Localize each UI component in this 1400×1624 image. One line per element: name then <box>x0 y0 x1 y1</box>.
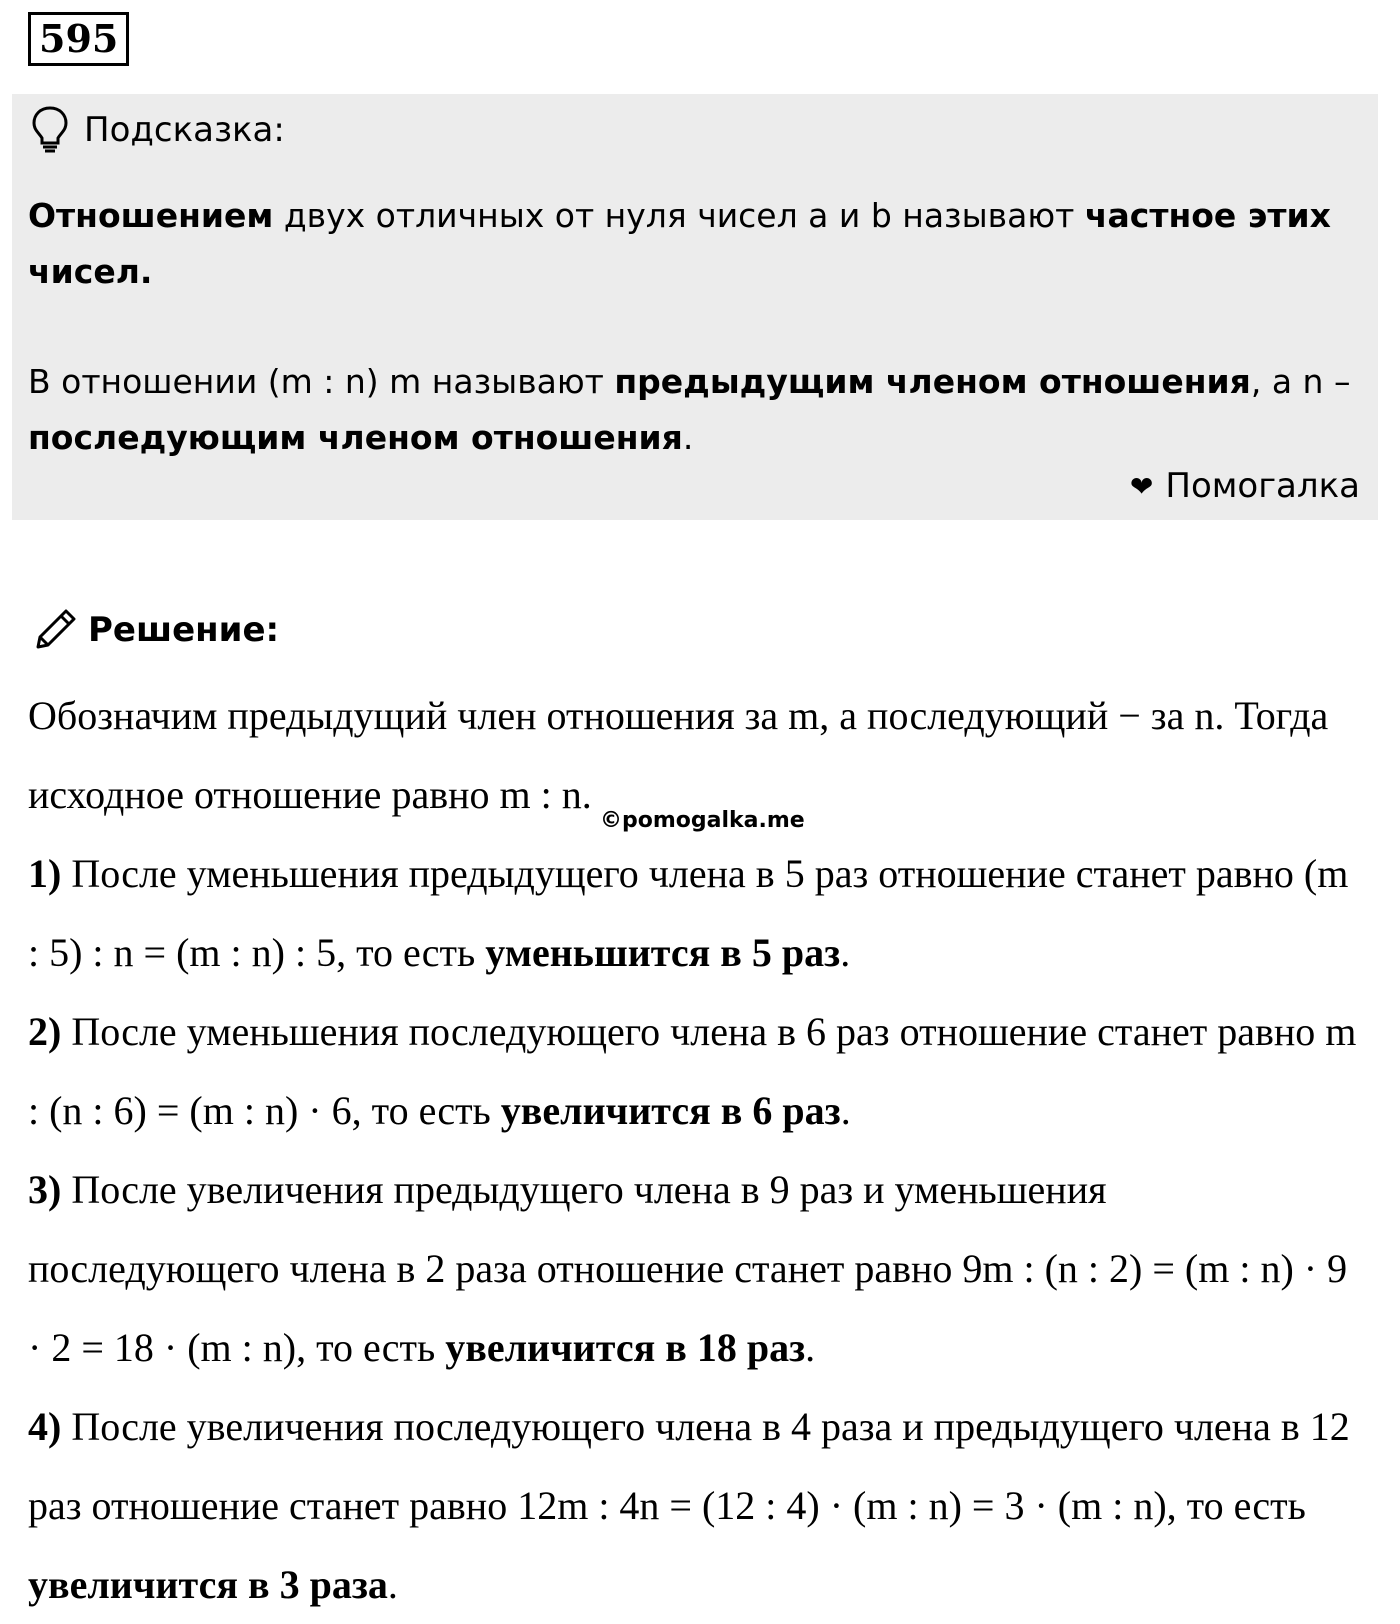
solution-item-text: После уменьшения последующего члена в 6 раз отношение станет равно m : (n : 6) = (m : n) · 6, то есть <box>28 1009 1357 1133</box>
solution-item-bold: уменьшится в 5 раз <box>485 930 841 975</box>
solution-item-bold: увеличится в 6 раз <box>500 1088 841 1133</box>
solution-items <box>28 834 1358 1624</box>
helper-label: Помогалка <box>1165 466 1360 506</box>
lightbulb-icon <box>30 105 70 155</box>
solution-item-end: . <box>805 1325 816 1370</box>
solution-item-end: . <box>840 1088 851 1133</box>
p1-run: Отношением <box>28 196 274 235</box>
p2-run: , а n – <box>1250 362 1351 401</box>
solution-item <box>28 834 1358 992</box>
hint-definition <box>28 188 1358 300</box>
task-number: 595 <box>28 12 129 66</box>
solution-intro: Обозначим предыдущий член отношения за m, а последующий − за n. Тогда исходное отношение равно m : n. <box>28 693 1329 817</box>
solution-item-end: . <box>387 1562 398 1607</box>
solution-item-bold: увеличится в 18 раз <box>445 1325 806 1370</box>
pencil-icon <box>30 605 80 655</box>
watermark: ©pomogalka.me <box>600 808 805 833</box>
solution-item-num: 2) <box>28 1009 62 1054</box>
p2-run: В отношении (m : n) m называют <box>28 362 615 401</box>
solution-item-num: 4) <box>28 1404 62 1449</box>
hint-title: Подсказка: <box>84 110 285 150</box>
p2-run: предыдущим членом отношения <box>614 362 1251 401</box>
solution-item <box>28 1150 1358 1387</box>
p2-run: последующим членом отношения <box>28 418 683 457</box>
helper-credit <box>1130 466 1360 506</box>
p1-run: частное этих чисел. <box>28 196 1331 291</box>
p2-run: . <box>682 418 694 457</box>
solution-item-text: После уменьшения предыдущего члена в 5 раз отношение станет равно (m : 5) : n = (m : n) : 5, то есть <box>28 851 1349 975</box>
solution-item-num: 3) <box>28 1167 62 1212</box>
p1-run: двух отличных от нуля чисел a и b называют <box>273 196 1085 235</box>
solution-item-bold: увеличится в 3 раза <box>28 1562 388 1607</box>
solution-item <box>28 992 1358 1150</box>
solution-item-end: . <box>840 930 851 975</box>
solution-item <box>28 1387 1358 1624</box>
solution-header <box>30 600 279 660</box>
solution-item-text: После увеличения последующего члена в 4 раза и предыдущего члена в 12 раз отношение станет равно 12m : 4n = (12 : 4) · (m : n) = 3 · (m : n), то есть <box>28 1404 1350 1528</box>
solution-item-text: После увеличения предыдущего члена в 9 раз и уменьшения последующего члена в 2 раза отношение станет равно 9m : (n : 2) = (m : n) · 9 · 2 = 18 · (m : n), то есть <box>28 1167 1348 1370</box>
solution-item-num: 1) <box>28 851 62 896</box>
solution-title: Решение: <box>88 610 280 650</box>
heart-icon: ❤ <box>1129 469 1154 503</box>
hint-header <box>30 100 285 160</box>
hint-members <box>28 354 1358 466</box>
